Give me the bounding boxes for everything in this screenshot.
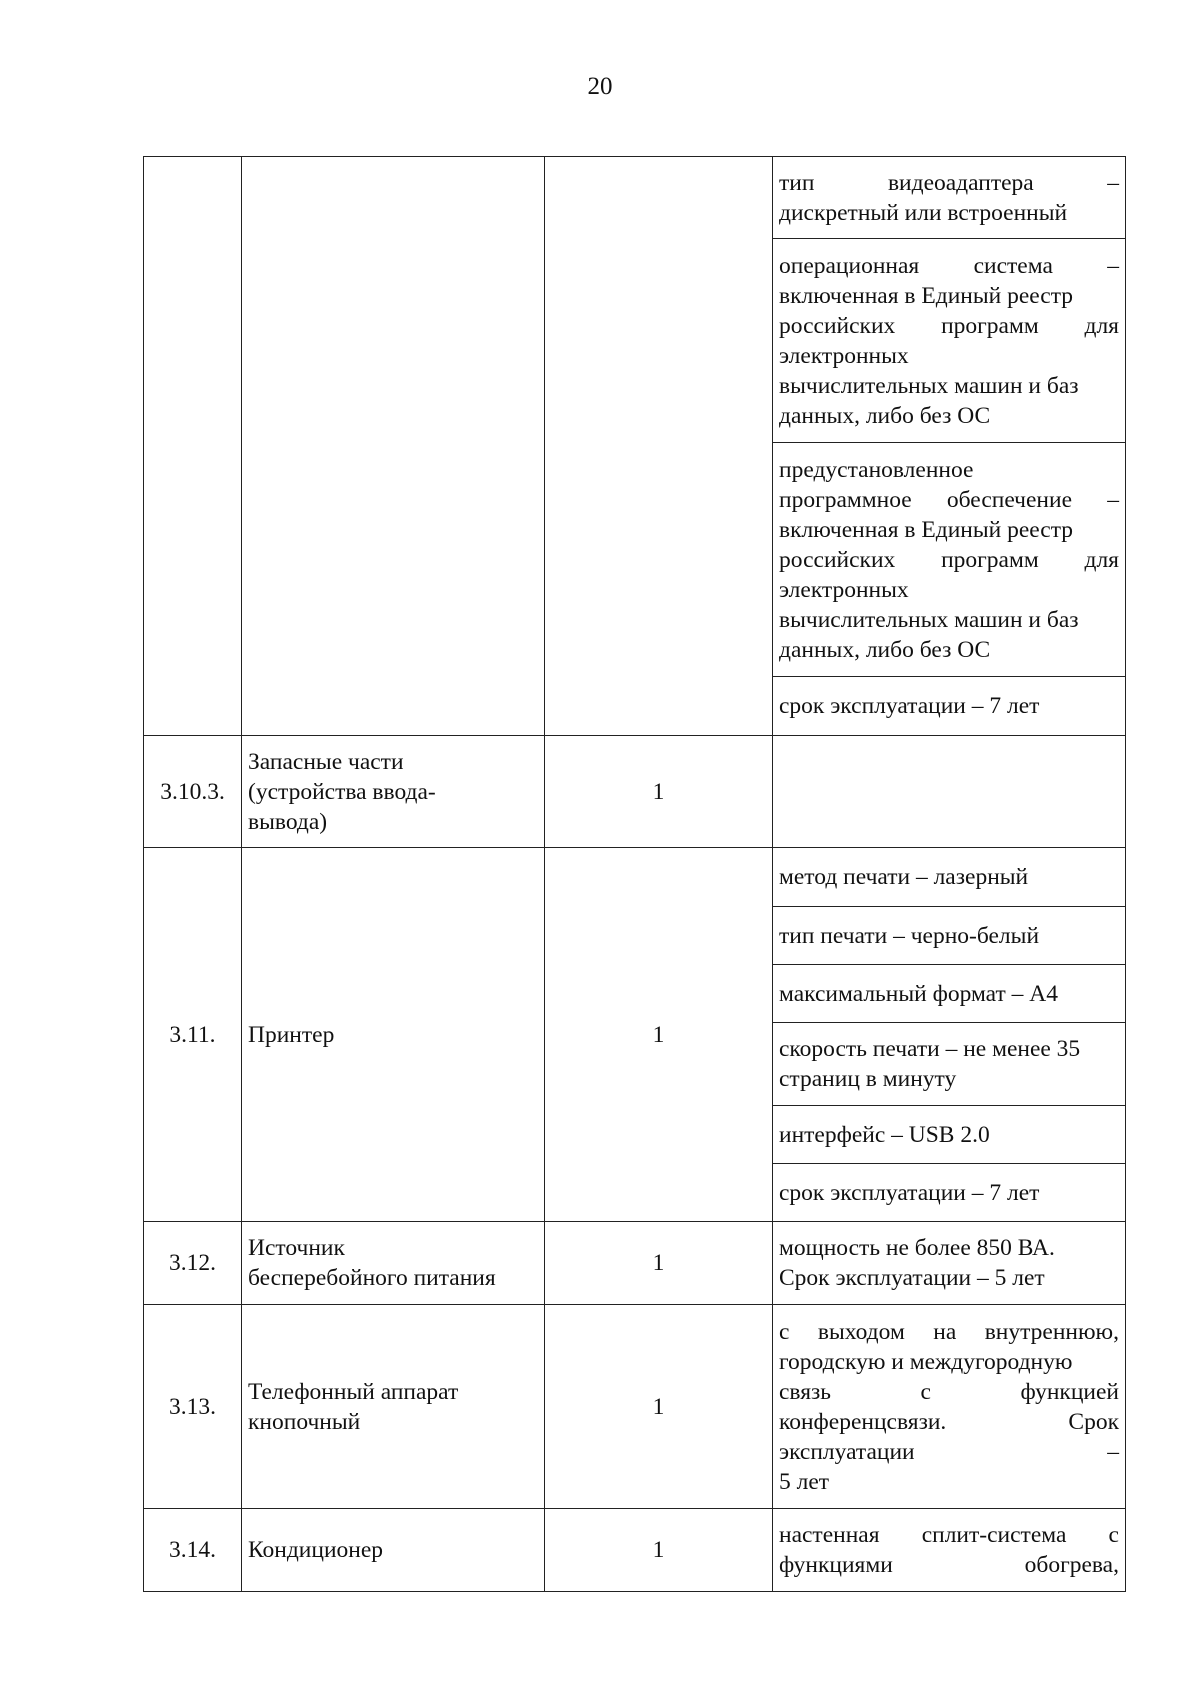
item-number-cell: 3.10.3.: [144, 736, 242, 848]
characteristic-line: связь с функцией: [779, 1378, 1119, 1405]
item-name-line: Источник: [248, 1235, 345, 1261]
characteristic-cell: [773, 677, 1126, 736]
characteristic-line: городскую и междугородную: [779, 1348, 1073, 1375]
characteristic-cell: [773, 157, 1126, 239]
characteristic-cell: [773, 965, 1126, 1023]
characteristic-cell: [773, 239, 1126, 443]
characteristic-cell: [773, 1106, 1126, 1164]
table-row: [144, 1305, 1126, 1509]
characteristic-line: Срок эксплуатации – 5 лет: [779, 1265, 1045, 1291]
item-quantity-cell: 1: [545, 736, 773, 848]
characteristic-cell: [773, 907, 1126, 965]
characteristic-line: данных, либо без ОС: [779, 402, 991, 429]
item-quantity-cell: 1: [545, 1509, 773, 1592]
item-name-cell: Кондиционер: [242, 1509, 545, 1592]
characteristic-line: тип печати – черно-белый: [779, 922, 1040, 949]
characteristic-cell: [773, 1164, 1126, 1222]
characteristic-line: срок эксплуатации – 7 лет: [779, 693, 1040, 719]
characteristic-line: российских программ для: [779, 312, 1119, 339]
characteristic-line: операционная система –: [779, 252, 1119, 279]
item-number-cell: 3.13.: [144, 1305, 242, 1509]
item-name-line: (устройства ввода-: [248, 778, 436, 805]
characteristic-line: включенная в Единый реестр: [779, 282, 1074, 309]
item-number-cell: [144, 157, 242, 736]
item-name-cell: [242, 736, 545, 848]
table-row: [144, 1222, 1126, 1305]
characteristic-line: конференцсвязи. Срок: [779, 1408, 1119, 1435]
characteristic-line: тип видеоадаптера –: [779, 169, 1119, 196]
item-name-cell: Принтер: [242, 848, 545, 1222]
characteristic-line: электронных: [779, 342, 909, 369]
characteristic-line: предустановленное: [779, 456, 974, 483]
characteristic-cell: [773, 443, 1126, 677]
characteristic-line: максимальный формат – А4: [779, 980, 1058, 1007]
item-name-line: Запасные части: [248, 748, 404, 775]
item-name-line: вывода): [248, 808, 328, 835]
table-row: [144, 736, 1126, 848]
characteristic-line: интерфейс – USB 2.0: [779, 1121, 990, 1148]
characteristic-line: срок эксплуатации – 7 лет: [779, 1179, 1040, 1206]
characteristic-cell: [773, 736, 1126, 848]
item-name-cell: [242, 1305, 545, 1509]
characteristic-line: вычислительных машин и баз: [779, 606, 1079, 633]
characteristic-line: страниц в минуту: [779, 1066, 957, 1092]
table-row: [144, 1509, 1126, 1592]
characteristic-line: мощность не более 850 ВА.: [779, 1235, 1055, 1261]
characteristic-line: 5 лет: [779, 1468, 830, 1495]
characteristic-cell: [773, 1023, 1126, 1106]
characteristic-line: российских программ для: [779, 546, 1119, 573]
characteristic-line: данных, либо без ОС: [779, 636, 991, 663]
item-name-cell: [242, 157, 545, 736]
item-name-line: бесперебойного питания: [248, 1265, 496, 1291]
characteristic-cell: [773, 1222, 1126, 1305]
item-name-line: кнопочный: [248, 1408, 361, 1435]
characteristic-line: дискретный или встроенный: [779, 199, 1068, 226]
characteristic-line: метод печати – лазерный: [779, 864, 1029, 890]
characteristic-line: вычислительных машин и баз: [779, 372, 1079, 399]
table-row: [144, 848, 1126, 907]
item-name-cell: [242, 1222, 545, 1305]
item-quantity-cell: [545, 157, 773, 736]
item-number-cell: 3.11.: [144, 848, 242, 1222]
item-number-cell: 3.14.: [144, 1509, 242, 1592]
item-quantity-cell: 1: [545, 1305, 773, 1509]
characteristic-cell: [773, 1509, 1126, 1592]
item-number-cell: 3.12.: [144, 1222, 242, 1305]
characteristic-line: функциями обогрева,: [779, 1552, 1119, 1578]
item-name-line: Телефонный аппарат: [248, 1378, 459, 1405]
characteristic-cell: [773, 1305, 1126, 1509]
characteristic-line: настенная сплит-система с: [779, 1522, 1119, 1548]
characteristic-cell: [773, 848, 1126, 907]
equipment-table: [143, 156, 1126, 1592]
characteristic-line: программное обеспечение –: [779, 486, 1119, 513]
characteristic-line: с выходом на внутреннюю,: [779, 1318, 1119, 1345]
characteristic-line: эксплуатации –: [779, 1438, 1119, 1465]
characteristic-line: скорость печати – не менее 35: [779, 1036, 1081, 1062]
characteristic-line: электронных: [779, 576, 909, 603]
item-quantity-cell: 1: [545, 848, 773, 1222]
page-number: 20: [587, 73, 613, 100]
item-quantity-cell: 1: [545, 1222, 773, 1305]
characteristic-line: включенная в Единый реестр: [779, 516, 1074, 543]
table-row: [144, 157, 1126, 239]
